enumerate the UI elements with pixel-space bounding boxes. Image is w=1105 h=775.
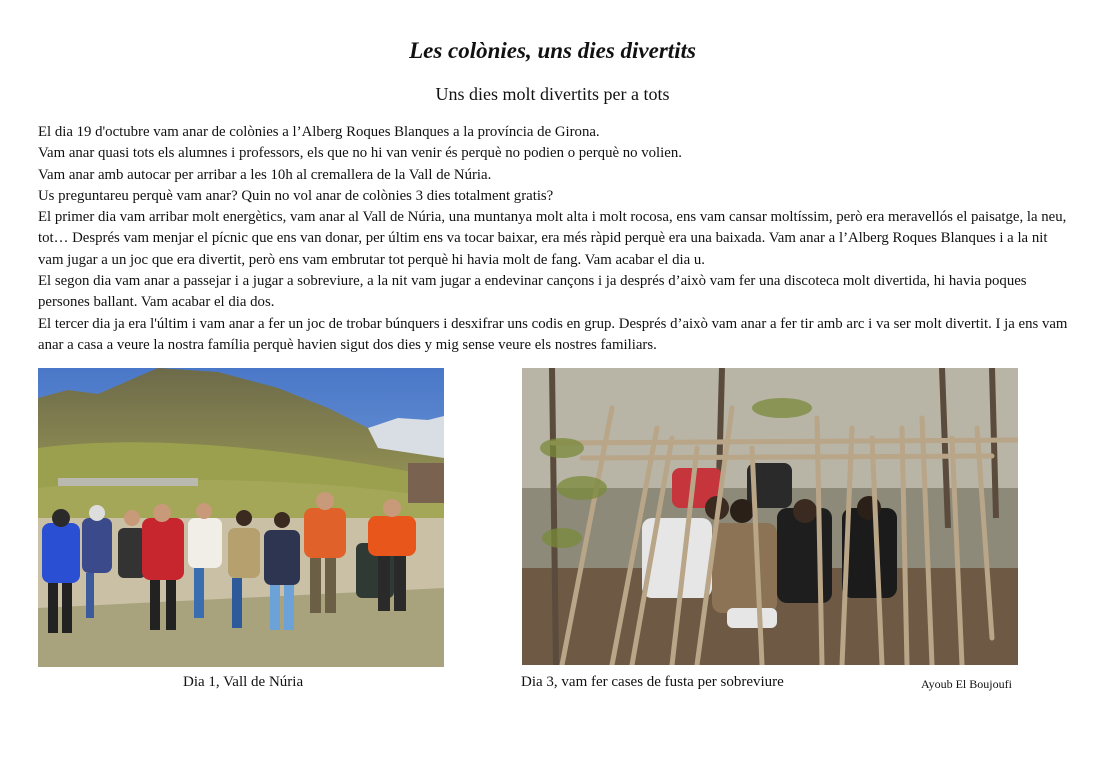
paragraph: Us preguntareu perquè vam anar? Quin no vol anar de colònies 3 dies totalment gratis? xyxy=(38,187,554,204)
paragraph: El dia 19 d'octubre vam anar de colònies a l’Alberg Roques Blanques a la província de Girona. xyxy=(38,124,600,140)
author-name: Ayoub El Boujoufi xyxy=(921,677,1012,691)
paragraph: Vam anar amb autocar per arribar a les 10h al cremallera de la Vall de Núria. xyxy=(38,166,492,183)
article-subtitle: Uns dies molt divertits per a tots xyxy=(435,84,670,104)
paragraph: El primer dia vam arribar molt energètics, vam anar al Vall de Núria, una muntanya molt alta i molt rocosa, ens vam cansar moltíssim, però era meravellós el paisatge, la neu, tot… Després vam menjar el pícnic que ens van donar, per últim ens va tocar baixar, era més ràpid perquè era una baixada. Vam anar a l’Alberg Roques Blanques i a la nit vam jugar a un joc que era divertit, però ens vam embrutar tot perquè hi havia molt de fang. Vam acabar el dia u. xyxy=(38,209,1067,268)
article-title: Les colònies, uns dies divertits xyxy=(409,38,696,63)
paragraph: El segon dia vam anar a passejar i a jugar a sobreviure, a la nit vam jugar a endevinar cançons i ja després d’això vam fer una discoteca molt divertida, hi havia poques persones ballant. Vam acabar el dia dos. xyxy=(38,273,1027,311)
paragraph: El tercer dia ja era l'últim i vam anar a fer un joc de trobar búnquers i desxifrar uns codis en grup. Després d’això vam anar a fer tir amb arc i va ser molt divertit. I ja ens vam anar a casa a veure la nostra família perquè havien sigut dos dies y mig sense veure els nostres familiars. xyxy=(38,315,1068,353)
photo-caption: Dia 1, Vall de Núria xyxy=(183,674,304,690)
photo-wooden-hut xyxy=(522,368,1018,665)
photo-caption: Dia 3, vam fer cases de fusta per sobreviure xyxy=(521,674,784,690)
article-body xyxy=(38,122,1068,356)
photo-vall-de-nuria xyxy=(38,368,444,667)
paragraph: Vam anar quasi tots els alumnes i professors, els que no hi van venir és perquè no podien o perquè no volien. xyxy=(38,145,682,162)
